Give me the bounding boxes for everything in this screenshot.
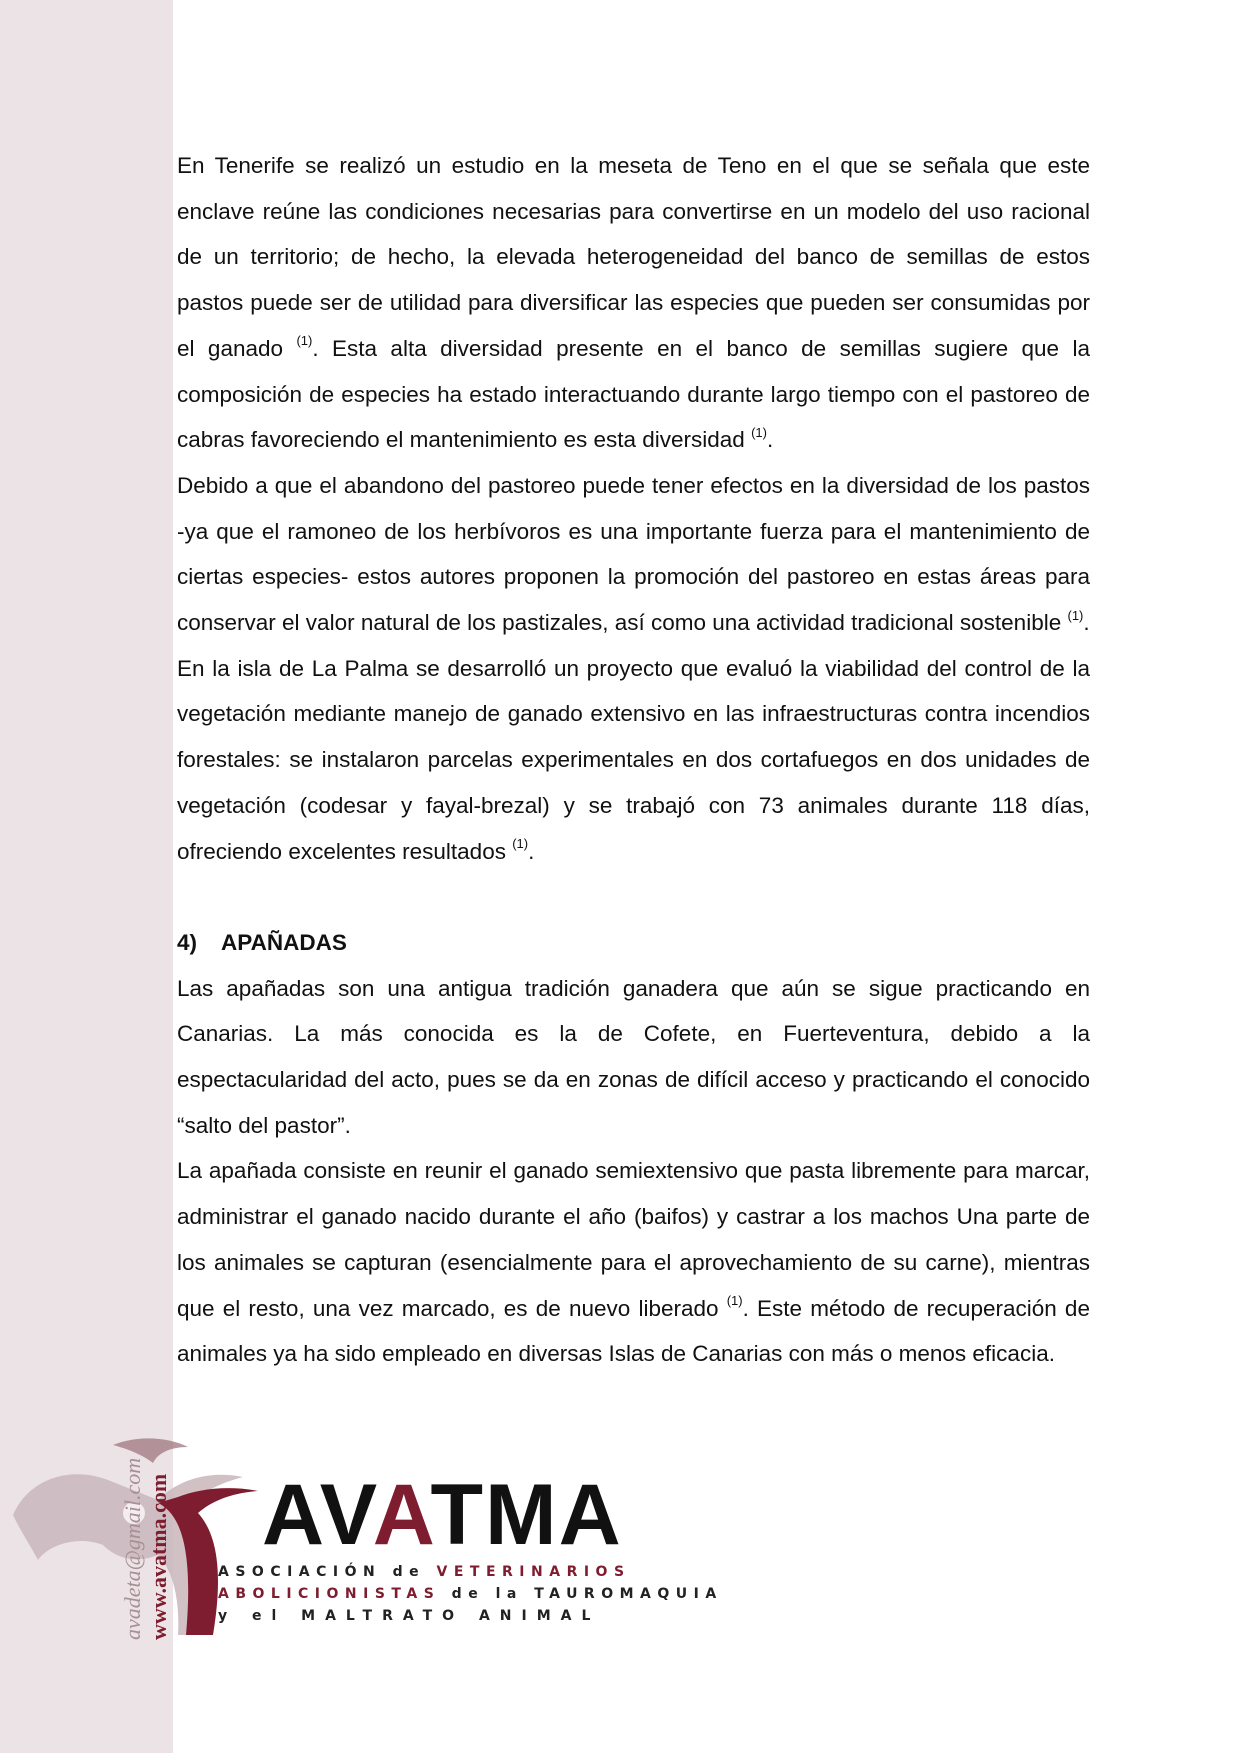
section-title: APAÑADAS xyxy=(221,929,347,955)
contact-email: avadeta@gmail.com xyxy=(120,1457,145,1640)
paragraph-text: . Esta alta diversidad presente en el banco de semillas sugiere que la composición de especies ha estado interactuando durante largo tiempo con el pastoreo de cabras favoreciendo el mantenimiento es esta diversidad xyxy=(177,335,1090,453)
citation-ref: (1) xyxy=(296,333,313,349)
paragraph-end: . xyxy=(528,838,535,864)
paragraph-text: La apañada consiste en reunir el ganado semiextensivo que pasta libremente para marcar, administrar el ganado nacido durante el año (baifos) y castrar a los machos Una parte de los animales se capturan (esencialmente para el aprovechamiento de su carne), mientras que el resto, una vez marcado, es de nuevo liberado xyxy=(177,1158,1090,1321)
contact-website: www.avatma.com xyxy=(146,1473,171,1640)
tagline-part: ABOLICIONISTAS xyxy=(218,1586,441,1602)
citation-ref: (1) xyxy=(512,836,529,852)
logo-tagline xyxy=(218,1585,723,1603)
vertical-contact-text xyxy=(120,1458,172,1640)
logo-tagline xyxy=(218,1563,631,1581)
logo-letters: AV xyxy=(262,1467,373,1563)
citation-ref: (1) xyxy=(751,424,767,440)
paragraph-end: . xyxy=(1083,610,1090,636)
paragraph-end: . xyxy=(766,427,774,453)
paragraph-text: En Tenerife se realizó un estudio en la meseta de Teno en el que se señala que este enclave reúne las condiciones necesarias para convertirse en un modelo del uso racional de un territorio; de hecho, la elevada heterogeneidad del banco de semillas de estos pastos puede ser de utilidad para diversificar las especies que pueden ser consumidas por el ganado xyxy=(177,153,1090,361)
section-number: 4) xyxy=(177,929,198,955)
section-heading xyxy=(177,920,1090,966)
paragraph-teno xyxy=(177,143,1090,463)
paragraph-text: Las apañadas son una antigua tradición ganadera que aún se sigue practicando en Canarias. La más conocida es la de Cofete, en Fuerteventura, debido a la espectacularidad del acto, pues se da en zonas de difícil acceso y practicando el conocido “salto del pastor”. xyxy=(177,975,1090,1138)
paragraph-text: En la isla de La Palma se desarrolló un proyecto que evaluó la viabilidad del control de la vegetación mediante manejo de ganado extensivo en las infraestructuras contra incendios forestales: se instalaron parcelas experimentales en dos cortafuegos en dos unidades de vegetación (codesar y fayal-brezal) y se trabajó con 73 animales durante 118 días, ofreciendo excelentes resultados xyxy=(177,655,1090,864)
citation-ref: (1) xyxy=(726,1293,743,1309)
logo-tagline: y el MALTRATO ANIMAL xyxy=(218,1608,601,1624)
logo-letters: A xyxy=(372,1467,431,1563)
paragraph-text: Debido a que el abandono del pastoreo puede tener efectos en la diversidad de los pastos -ya que el ramoneo de los herbívoros es una importante fuerza para el mantenimiento de ciertas especies- estos autores proponen la promoción del pastoreo en estas áreas para conservar el valor natural de los pastizales, así como una actividad tradicional sostenible xyxy=(177,472,1090,636)
tagline-part: de la TAUROMAQUIA xyxy=(440,1586,723,1602)
paragraph-la-palma xyxy=(177,646,1090,875)
citation-ref: (1) xyxy=(1067,607,1084,623)
paragraph-abandono xyxy=(177,463,1090,646)
paragraph-text: . Este método de recuperación de animales ya ha sido empleado en diversas Islas de Canarias con más o menos eficacia. xyxy=(177,1295,1090,1367)
logo-wordmark xyxy=(262,1467,623,1563)
tagline-part: ASOCIACIÓN de xyxy=(218,1564,437,1580)
document-body xyxy=(177,143,1090,1377)
paragraph-apanadas-intro xyxy=(177,966,1090,1149)
tagline-part: VETERINARIOS xyxy=(436,1564,631,1580)
logo-letters: TMA xyxy=(430,1467,623,1563)
paragraph-apanada-definition xyxy=(177,1148,1090,1377)
